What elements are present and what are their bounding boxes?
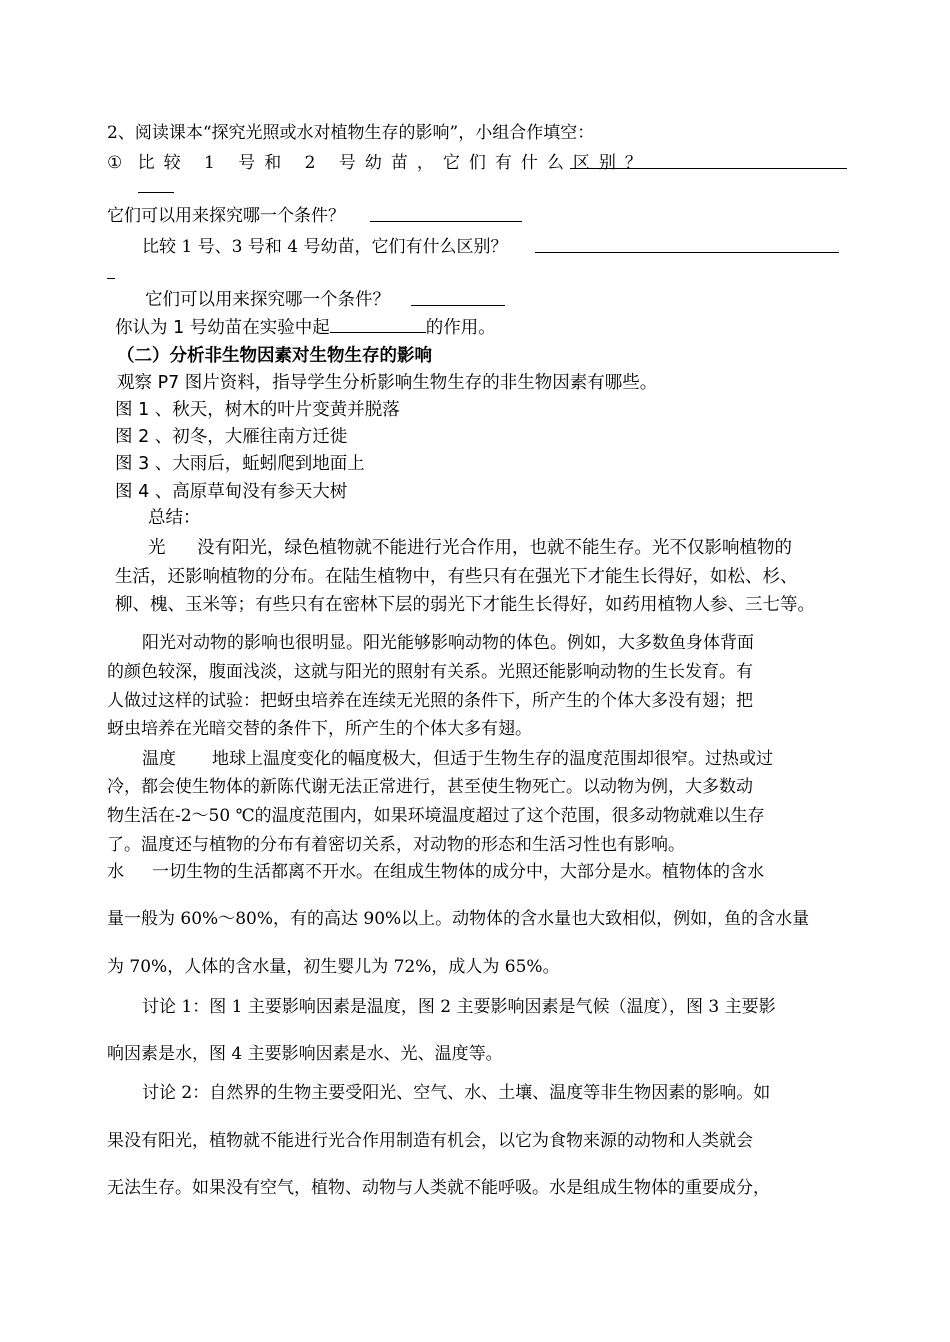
temperature-label: 温度 [142,749,176,769]
q2-5-answer-blank[interactable] [330,316,426,333]
discussion-2-line: 讨论 2：自然界的生物主要受阳光、空气、水、土壤、温度等非生物因素的影响。如 [142,1083,771,1103]
light-paragraph-line: 没有阳光，绿色植物就不能进行光合作用，也就不能生存。光不仅影响植物的 [197,538,792,558]
light-animals-line: 人做过这样的试验：把蚜虫培养在连续无光照的条件下，所产生的个体大多没有翅；把 [107,691,753,711]
light-animals-line: 阳光对动物的影响也很明显。阳光能够影响动物的体色。例如，大多数鱼身体背面 [142,633,754,653]
q2-1-prefix: ① [107,153,123,173]
q2-3-question: 比较 1 号、3 号和 4 号幼苗，它们有什么区别？ [142,237,508,257]
q2-4-question: 它们可以用来探究哪一个条件？ [145,290,390,310]
discussion-2-line: 果没有阳光，植物就不能进行光合作用制造有机会，以它为食物来源的动物和人类就会 [107,1131,753,1151]
q2-5-row [115,316,496,339]
q2-2-question: 它们可以用来探究哪一个条件？ [107,206,345,226]
water-label: 水 [107,862,124,882]
q2-1-answer-blank-continued[interactable] [138,176,174,193]
water-line: 一切生物的生活都离不开水。在组成生物体的成分中，大部分是水。植物体的含水 [152,862,764,882]
section-two-heading: （二）分析非生物因素对生物生存的影响 [117,346,432,366]
light-animals-line: 蚜虫培养在光暗交替的条件下，所产生的个体大多有翅。 [107,719,532,739]
water-line: 为 70%，人体的含水量，初生婴儿为 72%，成人为 65%。 [107,957,560,977]
figure-item: 图 1 、秋天，树木的叶片变黄并脱落 [115,400,400,420]
q2-intro: 2、阅读课本“探究光照或水对植物生存的影响”，小组合作填空： [107,123,595,143]
temperature-line: 了。温度还与植物的分布有着密切关系，对动物的形态和生活习性也有影响。 [107,835,685,855]
light-label: 光 [148,538,166,558]
summary-label: 总结： [148,508,201,528]
light-animals-line: 的颜色较深，腹面浅淡，这就与阳光的照射有关系。光照还能影响动物的生长发育。有 [107,662,753,682]
q2-5-suffix: 的作用。 [425,318,496,338]
section-two-instruction: 观察 P7 图片资料，指导学生分析影响生物生存的非生物因素有哪些。 [117,373,658,393]
figure-item: 图 3 、大雨后，蚯蚓爬到地面上 [115,454,365,474]
q2-4-answer-blank[interactable] [411,289,505,306]
q2-3-answer-blank[interactable] [535,236,839,253]
q2-1-answer-blank[interactable] [570,152,847,169]
q2-3-answer-blank-continued[interactable] [107,262,115,279]
light-paragraph-line: 生活，还影响植物的分布。在陆生植物中，有些只有在强光下才能生长得好，如松、杉、 [115,567,798,587]
figure-item: 图 2 、初冬，大雁往南方迁徙 [115,427,348,447]
q2-5-prefix: 你认为 1 号幼苗在实验中起 [115,318,330,338]
temperature-line: 物生活在-2～50 ℃的温度范围内，如果环境温度超过了这个范围，很多动物就难以生存 [107,806,765,826]
temperature-line: 地球上温度变化的幅度极大，但适于生物生存的温度范围却很窄。过热或过 [212,749,773,769]
q2-1-question: 比较 1 号和 2 号幼苗，它们有什么区别？ [137,153,651,173]
discussion-2-line: 无法生存。如果没有空气，植物、动物与人类就不能呼吸。水是组成生物体的重要成分， [107,1178,770,1198]
light-paragraph-line: 柳、槐、玉米等；有些只有在密林下层的弱光下才能生长得好，如药用植物人参、三七等。 [115,595,815,615]
discussion-1-line: 讨论 1：图 1 主要影响因素是温度，图 2 主要影响因素是气候（温度），图 3 主要影 [142,997,776,1017]
figure-item: 图 4 、高原草甸没有参天大树 [115,482,348,502]
water-line: 量一般为 60%～80%，有的高达 90%以上。动物体的含水量也大致相似，例如，鱼的含水量 [107,909,810,929]
temperature-line: 冷，都会使生物体的新陈代谢无法正常进行，甚至使生物死亡。以动物为例，大多数动 [107,777,753,797]
discussion-1-line: 响因素是水，图 4 主要影响因素是水、光、温度等。 [107,1044,503,1064]
q2-2-answer-blank[interactable] [370,205,522,222]
